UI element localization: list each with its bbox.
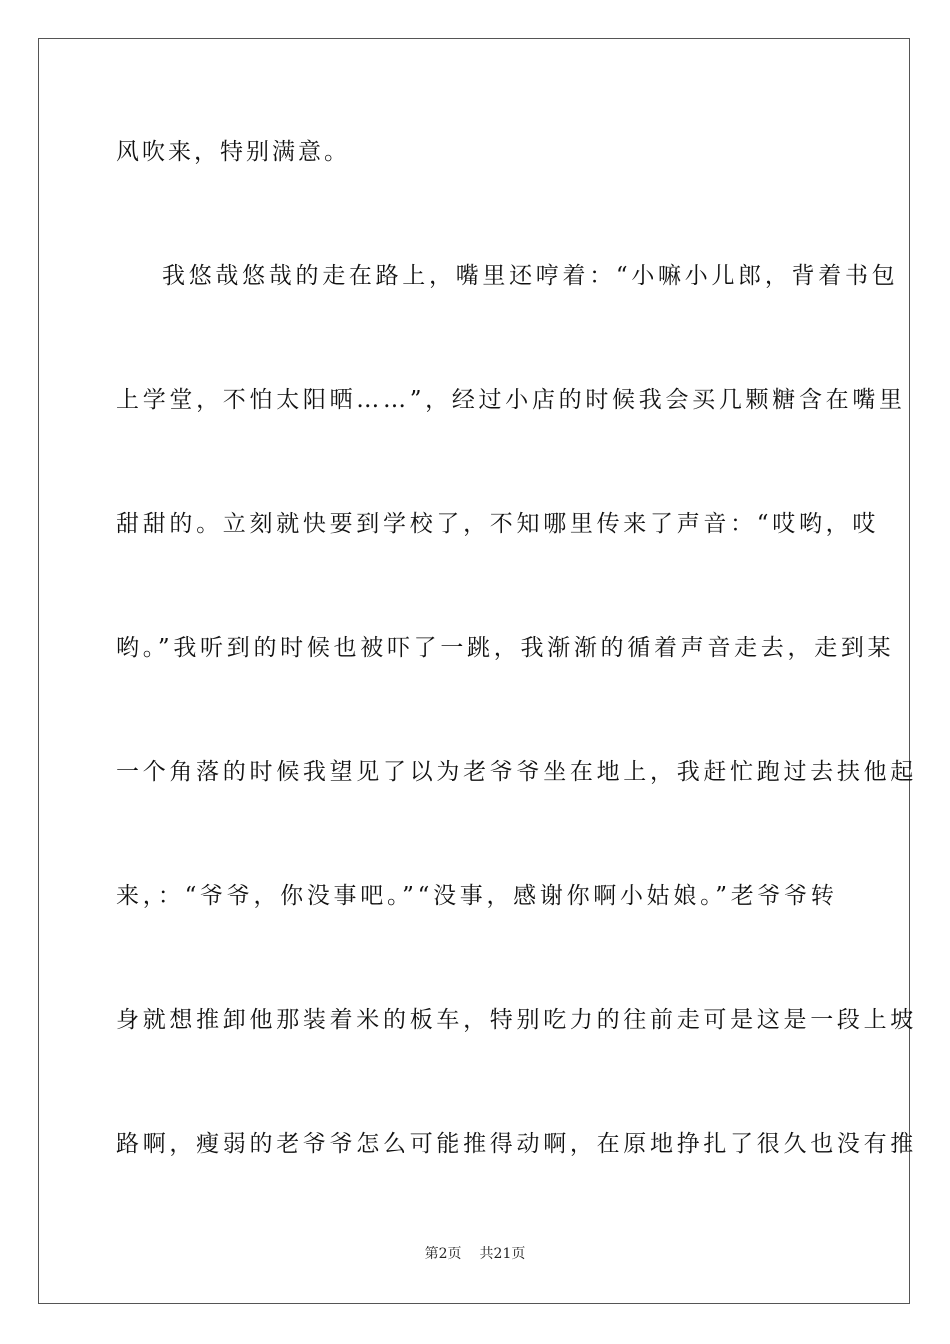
text-line: 来，：“爷爷，你没事吧。”“没事，感谢你啊小姑娘。”老爷爷转 xyxy=(116,883,838,909)
text-line: 一个角落的时候我望见了以为老爷爷坐在地上，我赶忙跑过去扶他起 xyxy=(116,759,917,785)
page-frame xyxy=(38,38,917,1304)
text-line: 我悠哉悠哉的走在路上，嘴里还哼着：“小嘛小儿郎，背着书包 xyxy=(162,263,899,289)
page-footer xyxy=(0,1244,950,1264)
text-line: 身就想推卸他那装着米的板车，特别吃力的往前走可是这是一段上坡 xyxy=(116,1007,917,1033)
text-line: 甜甜的。立刻就快要到学校了，不知哪里传来了声音：“哎哟，哎 xyxy=(116,511,880,537)
text-line: 路啊，瘦弱的老爷爷怎么可能推得动啊，在原地挣扎了很久也没有推 xyxy=(116,1131,917,1157)
text-line: 风吹来，特别满意。 xyxy=(116,139,350,165)
text-line: 上学堂，不怕太阳晒……”，经过小店的时候我会买几颗糖含在嘴里 xyxy=(116,387,906,413)
text-line: 哟。”我听到的时候也被吓了一跳，我渐渐的循着声音走去，走到某 xyxy=(116,635,895,661)
page-number: 第2页 xyxy=(424,1246,462,1262)
page-total: 共21页 xyxy=(479,1246,526,1262)
